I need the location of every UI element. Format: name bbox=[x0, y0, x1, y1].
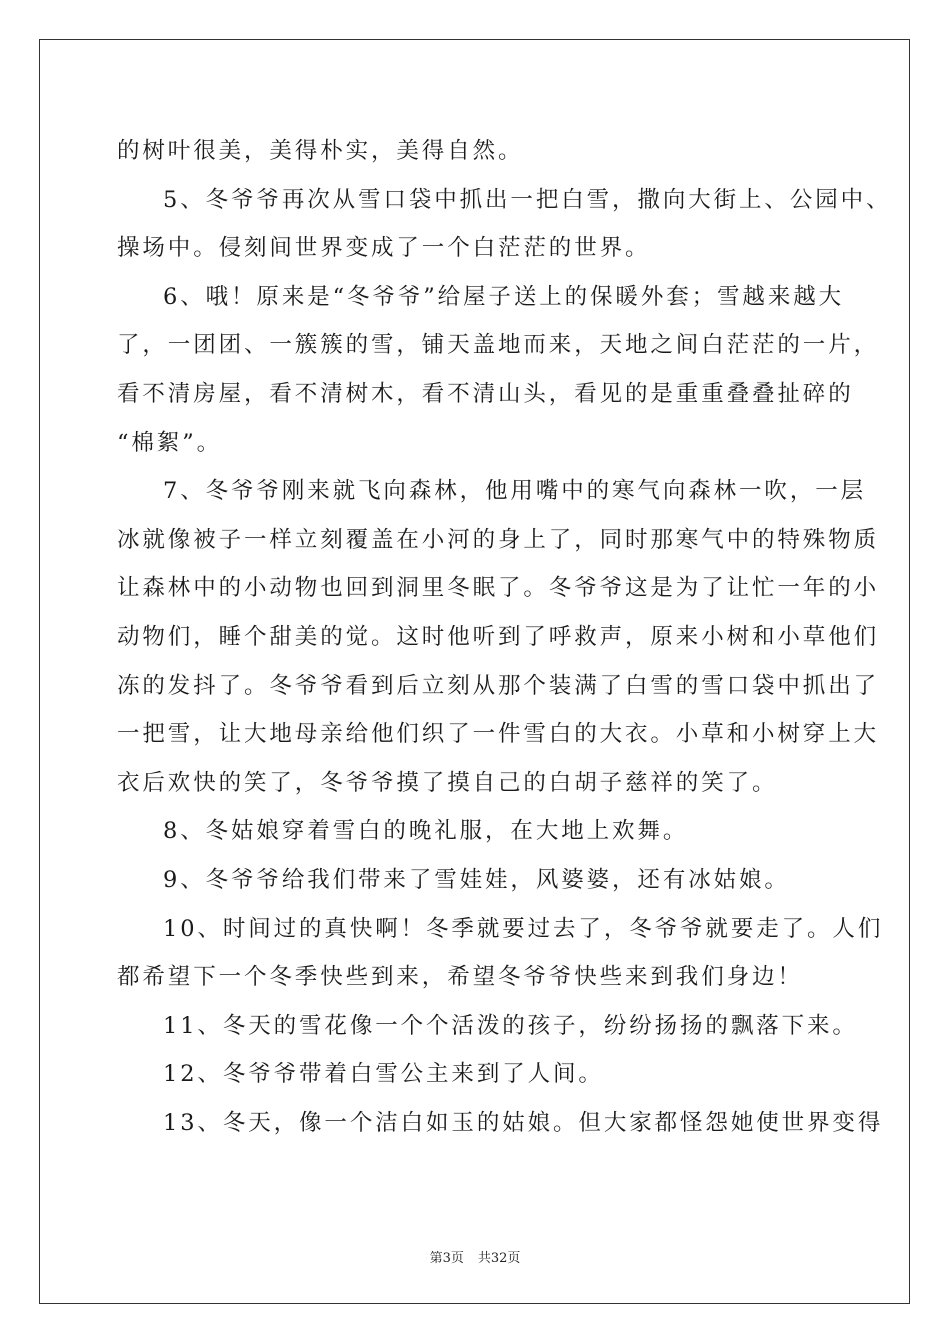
text-line: 一把雪，让大地母亲给他们织了一件雪白的大衣。小草和小树穿上大 bbox=[117, 721, 880, 748]
text-line: 9、冬爷爷给我们带来了雪娃娃，风婆婆，还有冰姑娘。 bbox=[163, 866, 790, 893]
text-line: 10、时间过的真快啊！冬季就要过去了，冬爷爷就要走了。人们 bbox=[163, 915, 884, 942]
text-line: 7、冬爷爷刚来就飞向森林，他用嘴中的寒气向森林一吹，一层 bbox=[163, 478, 867, 505]
page-total: 共32页 bbox=[477, 1251, 521, 1266]
page-footer bbox=[0, 1247, 950, 1266]
text-line: 的树叶很美，美得朴实，美得自然。 bbox=[117, 138, 524, 164]
text-line: 5、冬爷爷再次从雪口袋中抓出一把白雪，撒向大街上、公园中、 bbox=[163, 186, 892, 213]
text-line: 冻的发抖了。冬爷爷看到后立刻从那个装满了白雪的雪口袋中抓出了 bbox=[117, 672, 880, 699]
page-number: 第3页 bbox=[429, 1251, 464, 1266]
text-line: “棉絮”。 bbox=[117, 429, 223, 456]
text-line: 都希望下一个冬季快些到来，希望冬爷爷快些来到我们身边！ bbox=[117, 964, 803, 991]
text-line: 操场中。侵刻间世界变成了一个白茫茫的世界。 bbox=[117, 235, 651, 262]
text-line: 13、冬天，像一个洁白如玉的姑娘。但大家都怪怨她使世界变得 bbox=[163, 1109, 884, 1136]
text-line: 让森林中的小动物也回到洞里冬眠了。冬爷爷这是为了让忙一年的小 bbox=[117, 575, 880, 602]
text-line: 冰就像被子一样立刻覆盖在小河的身上了，同时那寒气中的特殊物质 bbox=[117, 526, 880, 553]
text-line: 11、冬天的雪花像一个个活泼的孩子，纷纷扬扬的飘落下来。 bbox=[163, 1012, 858, 1039]
text-line: 8、冬姑娘穿着雪白的晚礼服，在大地上欢舞。 bbox=[163, 818, 689, 845]
text-line: 动物们，睡个甜美的觉。这时他听到了呼救声，原来小树和小草他们 bbox=[117, 623, 880, 650]
text-line: 看不清房屋，看不清树木，看不清山头，看见的是重重叠叠扯碎的 bbox=[117, 380, 854, 407]
text-line: 了，一团团、一簇簇的雪，铺天盖地而来，天地之间白茫茫的一片， bbox=[117, 332, 880, 359]
text-line: 衣后欢快的笑了，冬爷爷摸了摸自己的白胡子慈祥的笑了。 bbox=[117, 769, 778, 796]
text-line: 6、哦！原来是“冬爷爷”给屋子送上的保暖外套；雪越来越大 bbox=[163, 283, 845, 310]
text-line: 12、冬爷爷带着白雪公主来到了人间。 bbox=[163, 1061, 604, 1088]
document-body bbox=[117, 127, 892, 1147]
